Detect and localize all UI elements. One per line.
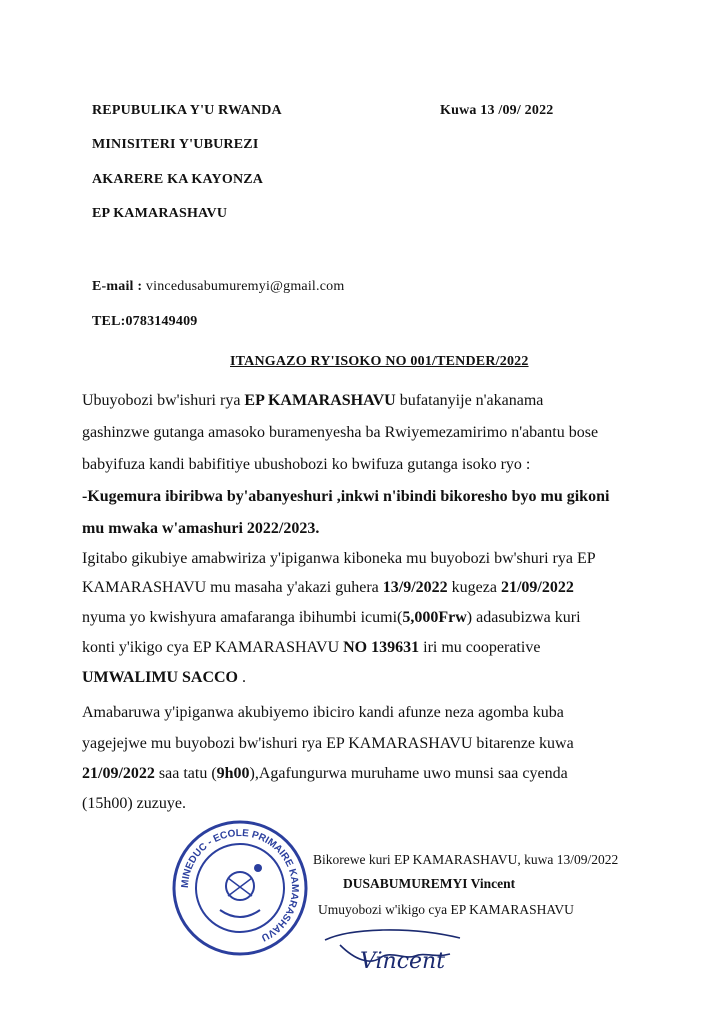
stamp-ring-text: MINEDUC - ECOLE PRIMAIRE KAMARASHAVU [179, 827, 301, 943]
p1-text-c: bufatanyije n'akanama [395, 392, 544, 409]
p2-l5-dot: . [238, 669, 246, 686]
p2-sacco: UMWALIMU SACCO [82, 669, 238, 686]
p2-l4-end: iri mu cooperative [419, 639, 541, 656]
handwritten-signature [320, 920, 470, 980]
email-line [92, 279, 344, 295]
header-district: AKARERE KA KAYONZA [92, 172, 264, 187]
email-address: vincedusabumuremyi@gmail.com [145, 279, 345, 294]
header-republic: REPUBULIKA Y'U RWANDA [92, 103, 282, 118]
p3-l3-end: ),Agafungurwa muruhame uwo munsi saa cyenda [249, 765, 568, 782]
p1-line1 [82, 391, 543, 411]
p2-line5 [82, 668, 246, 688]
signatory-name: DUSABUMUREMYI Vincent [343, 876, 516, 891]
p2-line4 [82, 638, 540, 658]
email-label: E-mail : [92, 279, 143, 294]
p1-line4: -Kugemura ibiribwa by'abanyeshuri ,inkwi n'ibindi bikoresho byo mu gikoni [82, 488, 610, 505]
p1-line5: mu mwaka w'amashuri 2022/2023. [82, 520, 320, 537]
school-stamp [170, 818, 310, 958]
p2-l4-text: konti y'ikigo cya EP KAMARASHAVU [82, 639, 344, 656]
p1-school-bold: EP KAMARASHAVU [244, 392, 396, 409]
p2-fee: 5,000Frw [402, 609, 467, 626]
p3-line2: yagejejwe mu buyobozi bw'ishuri rya EP KAMARASHAVU bitarenze kuwa [82, 735, 574, 752]
p2-line1: Igitabo gikubiye amabwiriza y'ipiganwa kiboneka mu buyobozi bw'shuri rya EP [82, 550, 596, 567]
p2-l3-end: ) adasubizwa kuri [466, 609, 581, 626]
p2-l2-text: KAMARASHAVU mu masaha y'akazi guhera [82, 579, 383, 596]
signature-place-date: Bikorewe kuri EP KAMARASHAVU, kuwa 13/09/2022 [313, 852, 619, 867]
p2-line2 [82, 578, 574, 598]
header-date: Kuwa 13 /09/ 2022 [440, 103, 554, 118]
p2-l2-kugeza: kugeza [447, 579, 501, 596]
p2-start-date: 13/9/2022 [382, 579, 448, 596]
p3-time: 9h00 [216, 765, 250, 782]
p1-line3: babyifuza kandi babifitiye ubushobozi ko bwifuza gutanga isoko ryo : [82, 456, 531, 473]
tender-title: ITANGAZO RY'ISOKO NO 001/TENDER/2022 [230, 354, 529, 369]
header-school: EP KAMARASHAVU [92, 206, 228, 221]
p3-line4: (15h00) zuzuye. [82, 795, 186, 812]
p3-deadline: 21/09/2022 [82, 765, 155, 782]
signature-text: Vincent [360, 949, 446, 974]
p1-line2: gashinzwe gutanga amasoko buramenyesha ba Rwiyemezamirimo n'abantu bose [82, 424, 599, 441]
p3-l3-text: saa tatu ( [154, 765, 217, 782]
p1-text-a: Ubuyobozi bw'ishuri rya [82, 392, 245, 409]
p2-end-date: 21/09/2022 [500, 579, 574, 596]
tel-line: TEL:0783149409 [92, 314, 198, 329]
p2-line3 [82, 608, 581, 628]
p2-l3-text: nyuma yo kwishyura amafaranga ibihumbi icumi( [82, 609, 403, 626]
signatory-role: Umuyobozi w'ikigo cya EP KAMARASHAVU [318, 902, 574, 917]
p3-line1: Amabaruwa y'ipiganwa akubiyemo ibiciro kandi afunze neza agomba kuba [82, 704, 564, 721]
header-ministry: MINISITERI Y'UBUREZI [92, 137, 259, 152]
p2-account-no: NO 139631 [343, 639, 420, 656]
p3-line3 [82, 764, 568, 784]
